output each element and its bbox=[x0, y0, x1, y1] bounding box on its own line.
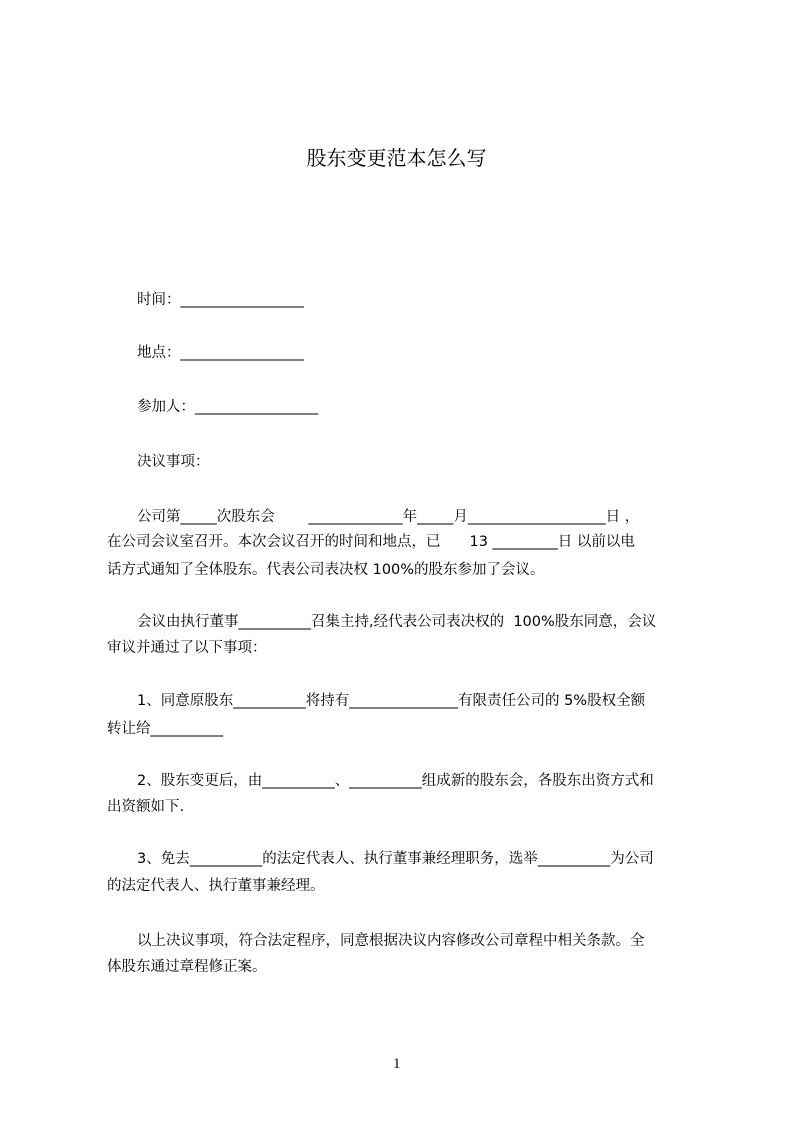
paragraph-chair-line: 会议由执行董事__________召集主持,经代表公司表决权的 100%股东同意，会议 bbox=[137, 614, 657, 630]
closing-line: 以上决议事项，符合法定程序，同意根据决议内容修改公司章程中相关条款。全 bbox=[137, 933, 645, 949]
time-field: 时间：_________________ bbox=[137, 292, 304, 308]
closing-line: 体股东通过章程修正案。 bbox=[107, 959, 267, 975]
paragraph-chair-line: 审议并通过了以下事项： bbox=[107, 640, 267, 656]
paragraph-meeting-line: 话方式通知了全体股东。代表公司表决权 100%的股东参加了会议。 bbox=[107, 562, 545, 578]
item-2-line: 出资额如下. bbox=[107, 799, 185, 815]
paragraph-meeting-line: 在公司会议室召开。本次会议召开的时间和地点，已 13 _________日 以前以电 bbox=[107, 534, 635, 550]
item-2-line: 2、股东变更后，由__________、__________组成新的股东会，各股东出资方式和 bbox=[137, 773, 654, 789]
resolutions-heading: 决议事项： bbox=[137, 454, 210, 470]
item-1-line: 转让给__________ bbox=[107, 721, 223, 737]
place-field: 地点：_________________ bbox=[137, 345, 304, 361]
attendees-field: 参加人：_________________ bbox=[137, 399, 319, 415]
page-number: 1 bbox=[393, 1056, 401, 1072]
item-3-line: 3、免去__________的法定代表人、执行董事兼经理职务，选举__________为公司 bbox=[137, 851, 654, 867]
item-3-line: 的法定代表人、执行董事兼经理。 bbox=[107, 878, 325, 894]
paragraph-meeting-line: 公司第_____次股东会 _____________年_____月___________________日 ， bbox=[137, 509, 640, 525]
document-title: 股东变更范本怎么写 bbox=[306, 146, 487, 170]
item-1-line: 1、同意原股东__________将持有_______________有限责任公司的 5%股权全额 bbox=[137, 693, 646, 709]
